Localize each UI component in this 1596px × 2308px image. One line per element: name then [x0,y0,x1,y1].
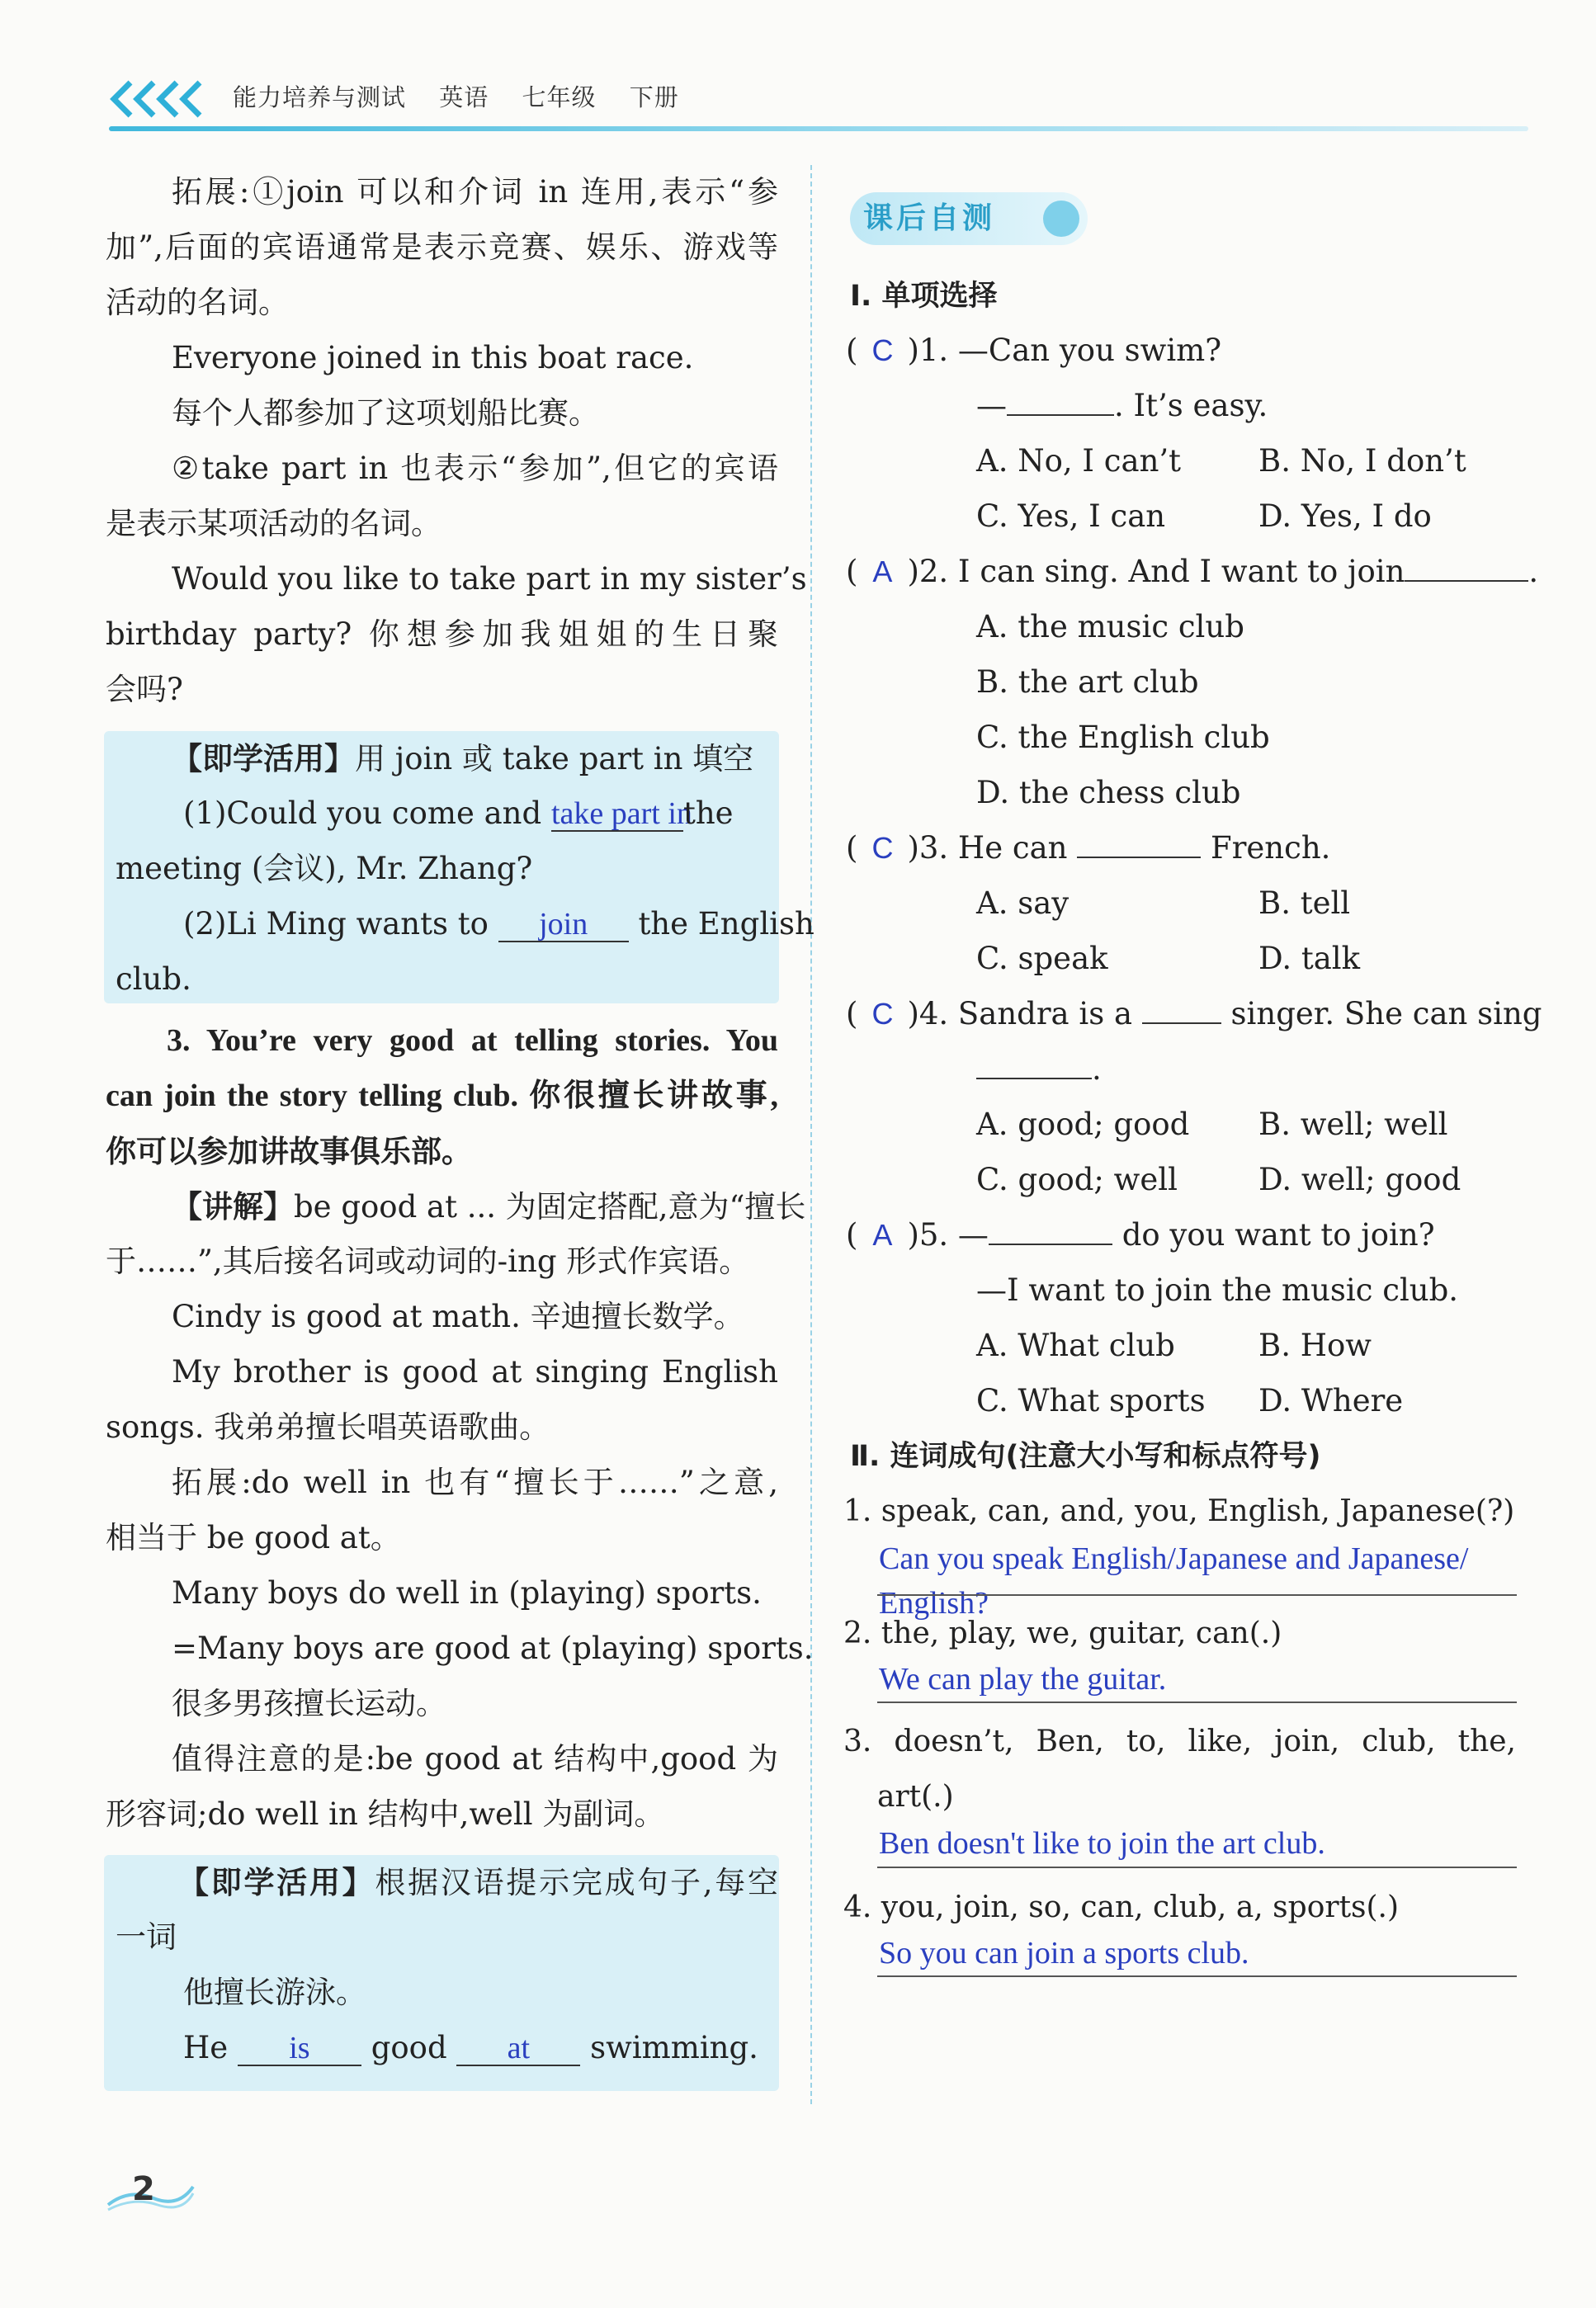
example-sentence: 会吗? [106,672,183,707]
option-a[interactable]: A. What club [976,1328,1175,1363]
answer-line [877,1594,1517,1596]
mc-question-1-line2: — . It’s easy. [976,388,1268,423]
tuozhan2: 拓展:do well in 也有“擅长于……”之意, [172,1465,778,1500]
answer-line [877,1975,1517,1977]
example-sentence: birthday party? 你想参加我姐姐的生日聚 [106,616,778,652]
word-order-question-4: 4. you, join, so, can, club, a, sports(.) [843,1890,1400,1924]
answer-letter: C [871,997,894,1031]
practice-question-2-cont: club. [116,961,191,997]
page-number: 2 [132,2170,155,2208]
grade: 七年级 [522,83,597,111]
book-title: 能力培养与测试 [233,83,407,111]
example-sentence: =Many boys are good at (playing) sports. [172,1631,814,1666]
option-a[interactable]: A. say [976,885,1070,921]
answer-blank[interactable] [989,1244,1112,1245]
tuozhan1-line4: ②take part in 也表示“参加”,但它的宾语 [172,451,778,486]
option-d[interactable]: D. well; good [1258,1162,1461,1197]
explanation: 【讲解】be good at ... 为固定搭配,意为“擅长 [172,1188,806,1225]
explanation: 于……”,其后接名词或动词的-ing 形式作宾语。 [106,1244,750,1279]
tuozhan1-line3: 活动的名词。 [106,285,289,320]
answer-blank[interactable] [976,1078,1092,1079]
volume: 下册 [629,83,679,111]
note: 形容词;do well in 结构中,well 为副词。 [106,1796,665,1832]
mc-question-2: ( A )2. I can sing. And I want to join . [846,551,1538,592]
practice-chinese-prompt: 他擅长游泳。 [183,1975,366,2010]
answer-text[interactable]: English? [879,1586,989,1621]
answer-letter: A [872,555,893,588]
option-b[interactable]: B. No, I don’t [1258,443,1466,479]
section-2-title: Ⅱ. 连词成句(注意大小写和标点符号) [850,1440,1321,1473]
example-sentence: Many boys do well in (playing) sports. [172,1575,762,1611]
subject: 英语 [439,83,489,111]
option-d[interactable]: D. talk [1258,941,1361,976]
option-c[interactable]: C. What sports [976,1383,1206,1418]
example-translation: 每个人都参加了这项划船比赛。 [172,395,599,431]
answer-blank[interactable] [1405,580,1528,582]
option-c[interactable]: C. good; well [976,1162,1178,1197]
example-sentence: My brother is good at singing English [172,1354,778,1390]
word-order-question-3-cont: art(.) [877,1780,954,1814]
answer-blank[interactable]: at [456,2032,580,2066]
answer-letter: C [871,333,894,367]
answer-letter: C [871,831,894,865]
tuozhan1-line2: 加”,后面的宾语通常是表示竞赛、娱乐、游戏等 [106,229,778,265]
option-a[interactable]: A. the music club [976,609,1244,644]
answer-blank[interactable] [1007,414,1114,416]
example-sentence: Cindy is good at math. 辛迪擅长数学。 [172,1299,744,1334]
practice-heading: 【即学活用】用 join 或 take part in 填空 [172,740,754,776]
example-translation: 很多男孩擅长运动。 [172,1686,446,1721]
word-order-question-2: 2. the, play, we, guitar, can(.) [843,1617,1282,1650]
answer-text[interactable]: Ben doesn't like to join the art club. [879,1826,1325,1861]
note: 值得注意的是:be good at 结构中,good 为 [172,1741,778,1777]
example-sentence: songs. 我弟弟擅长唱英语歌曲。 [106,1409,550,1445]
practice-question-1-cont: meeting (会议), Mr. Zhang? [116,851,533,886]
answer-text[interactable]: We can play the guitar. [879,1662,1167,1697]
key-sentence: 你可以参加讲故事俱乐部。 [106,1133,472,1169]
option-c[interactable]: C. speak [976,941,1108,976]
option-d[interactable]: D. Where [1258,1383,1404,1418]
practice-heading: 【即学活用】根据汉语提示完成句子,每空 [178,1864,779,1900]
option-a[interactable]: A. No, I can’t [976,443,1182,479]
tuozhan2: 相当于 be good at。 [106,1520,401,1555]
option-b[interactable]: B. well; well [1258,1107,1448,1142]
example-sentence: Everyone joined in this boat race. [172,340,694,375]
practice-sentence: He is good at swimming. [183,2030,758,2065]
word-order-question-1: 1. speak, can, and, you, English, Japanese(?) [843,1494,1515,1528]
mc-question-5: ( A )5. — do you want to join? [846,1215,1435,1256]
example-sentence: Would you like to take part in my sister’s [172,561,807,597]
option-d[interactable]: D. the chess club [976,775,1241,810]
mc-question-4: ( C )4. Sandra is a singer. She can sing [846,994,1542,1035]
practice-question-1: (1)Could you come and take part inthe [183,795,734,831]
word-order-question-3: 3. doesn’t, Ben, to, like, join, club, the, [843,1725,1516,1758]
banner-leaf-icon [1043,201,1079,237]
answer-letter: A [872,1218,893,1252]
option-b[interactable]: B. the art club [976,664,1199,700]
option-d[interactable]: D. Yes, I do [1258,498,1432,534]
key-sentence: 3. You’re very good at telling stories. You [167,1023,778,1058]
answer-blank[interactable]: join [498,908,629,942]
key-sentence: can join the story telling club. 你很擅长讲故事, [106,1078,778,1113]
mc-question-5-line2: —I want to join the music club. [976,1272,1459,1308]
answer-blank[interactable]: is [238,2032,361,2066]
practice-heading-cont: 一词 [116,1919,177,1955]
answer-text[interactable]: So you can join a sports club. [879,1936,1249,1971]
column-divider [810,165,812,2104]
answer-line [877,1702,1517,1703]
section-1-title: Ⅰ. 单项选择 [850,280,998,313]
answer-text[interactable]: Can you speak English/Japanese and Japanese/ [879,1541,1469,1576]
tuozhan1-line5: 是表示某项活动的名词。 [106,506,441,541]
tuozhan1-line1: 拓展:①join 可以和介词 in 连用,表示“参 [172,174,778,210]
section-banner: 课后自测 [850,192,1088,245]
answer-line [877,1867,1517,1868]
mc-question-1: ( C )1. —Can you swim? [846,330,1221,371]
answer-blank[interactable] [1142,1022,1221,1024]
option-b[interactable]: B. How [1258,1328,1372,1363]
option-c[interactable]: C. the English club [976,720,1270,755]
practice-question-2: (2)Li Ming wants to join the English [183,906,815,942]
option-b[interactable]: B. tell [1258,885,1351,921]
answer-blank[interactable]: take part in [550,796,692,831]
answer-blank[interactable] [1077,857,1201,858]
mc-question-3: ( C )3. He can French. [846,828,1330,869]
running-header [233,79,704,113]
option-c[interactable]: C. Yes, I can [976,498,1166,534]
header-chevron-icon [106,78,213,120]
mc-question-4-line2: . [976,1049,1102,1090]
option-a[interactable]: A. good; good [976,1107,1190,1142]
header-rule [109,126,1528,131]
